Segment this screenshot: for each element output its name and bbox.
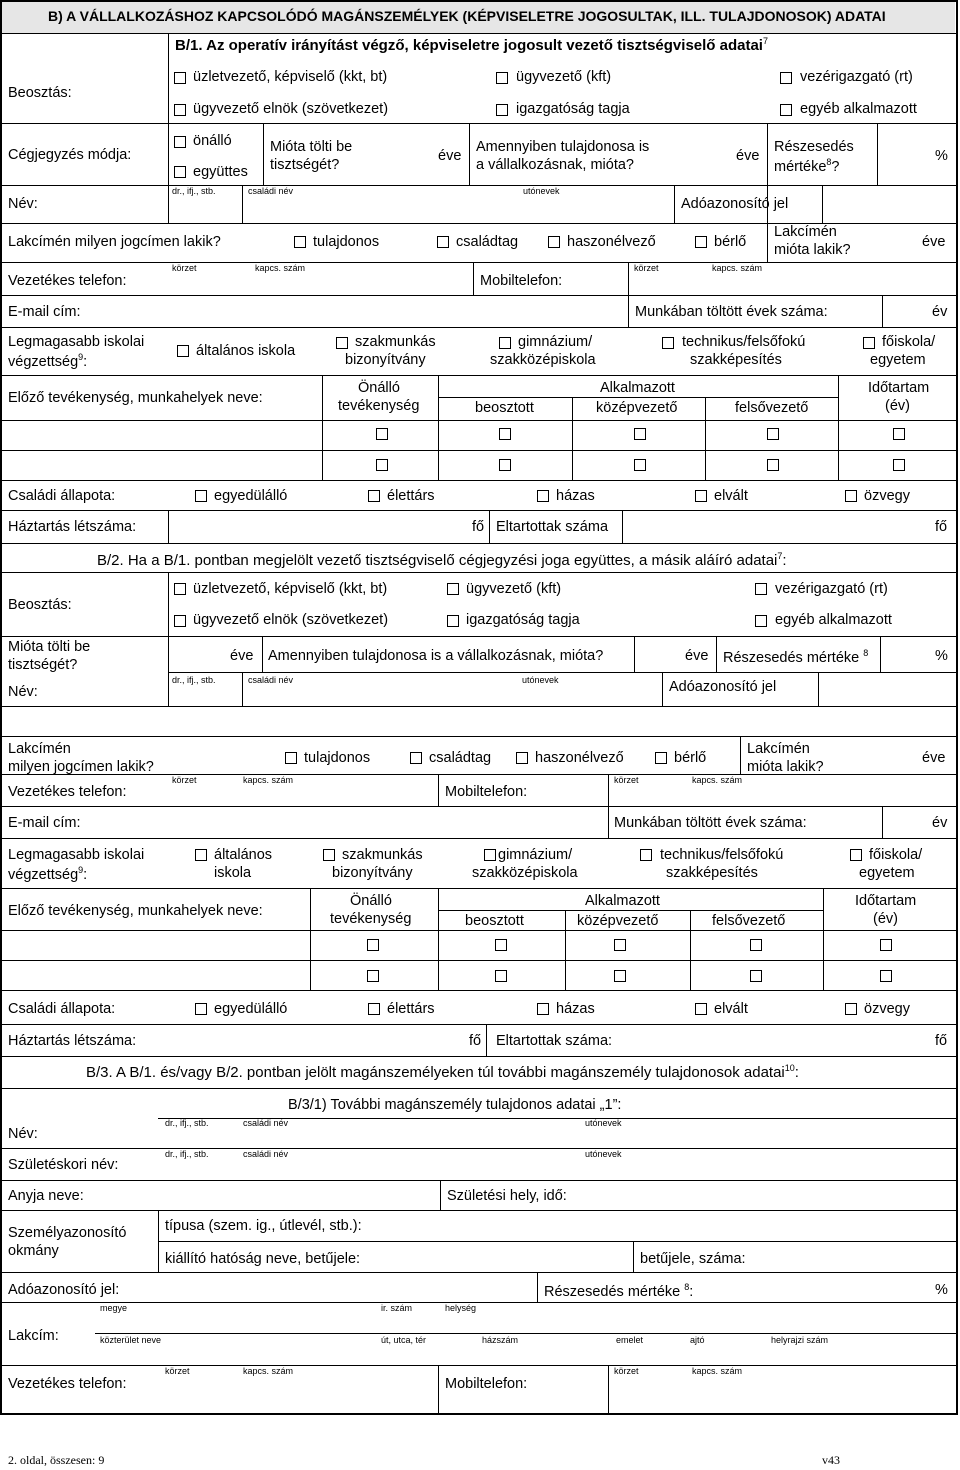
b3-hint-emelet: emelet [616, 1335, 644, 1345]
opt-ozvegy: özvegy [864, 488, 910, 504]
opt-elvalt: elvált [714, 488, 748, 504]
checkbox-ugyvezeto-elnok[interactable] [174, 104, 186, 116]
b3-label-szemelyazonosito2: okmány [8, 1243, 59, 1259]
label-eve-3: éve [922, 234, 946, 250]
b2-hint-kapcs: kapcs. szám [243, 775, 294, 785]
label-fo-2: fő [935, 519, 948, 535]
b2-opt-egyedulallo: egyedülálló [214, 1001, 288, 1017]
b2-opt-uzletvezeto: üzletvezető, képviselő (kkt, bt) [193, 581, 388, 597]
b2-opt-tulajdonos: tulajdonos [304, 750, 371, 766]
label-kozepvezeto: középvezető [596, 400, 678, 416]
b2-checkbox-elozo-2-onallo[interactable] [367, 970, 379, 982]
checkbox-altalanos[interactable] [177, 345, 189, 357]
checkbox-igazgatosag[interactable] [496, 104, 508, 116]
b2-label-legmagasabb1: Legmagasabb iskolai [8, 847, 145, 863]
checkbox-elozo-2-ido[interactable] [893, 459, 905, 471]
b1-title: B/1. Az operatív irányítást végző, képviseletre jogosult vezető tisztségviselő adatai$^7$ [175, 36, 768, 54]
b2-checkbox-foiskola[interactable] [850, 849, 862, 861]
label-alkalmazott: Alkalmazott [600, 380, 675, 396]
b3-hint-korzet: körzet [165, 1366, 190, 1376]
label-munkaban: Munkában töltött évek száma: [635, 304, 828, 320]
label-amennyiben2: a vállalkozásnak, mióta? [476, 157, 634, 173]
opt-szakmunkas2: bizonyítvány [345, 352, 426, 368]
b2-label-eve-3: éve [922, 750, 946, 766]
opt-berlo: bérlő [714, 234, 747, 250]
b3-hint-utonevek-1: utónevek [585, 1118, 622, 1128]
b2-label-eve-2: éve [685, 648, 709, 664]
b3-hint-ut: út, utca, tér [381, 1335, 427, 1345]
b3-hint-dr-2: dr., ifj., stb. [165, 1149, 209, 1159]
b2-checkbox-elozo-2-felso[interactable] [750, 970, 762, 982]
b2-opt-altalanos1: általános [214, 847, 273, 863]
b2-checkbox-elozo-2-ido[interactable] [880, 970, 892, 982]
b2-title: B/2. Ha a B/1. pontban megjelölt vezető tisztségviselő cégjegyzési joga együttes, a másik aláíró adatai$^7$: [97, 551, 787, 569]
opt-ugyvezeto-kft: ügyvezető (kft) [516, 69, 612, 85]
opt-onallo: önálló [193, 133, 232, 149]
hint-kapcs: kapcs. szám [255, 263, 306, 273]
label-haztartas: Háztartás létszáma: [8, 519, 137, 535]
checkbox-elozo-2-onallo[interactable] [376, 459, 388, 471]
b3-label-pct: % [935, 1282, 948, 1298]
opt-igazgatosag: igazgatóság tagja [516, 101, 630, 117]
b2-label-eve-1: éve [230, 648, 254, 664]
b2-checkbox-egyedulallo[interactable] [195, 1003, 207, 1015]
b2-opt-ozvegy: özvegy [864, 1001, 910, 1017]
label-eve-2: éve [736, 148, 760, 164]
b3-hint-dr-1: dr., ifj., stb. [165, 1118, 209, 1128]
b2-opt-szakmunkas1: szakmunkás [342, 847, 423, 863]
opt-vezerigazgato: vezérigazgató (rt) [800, 69, 913, 85]
label-mioata-lakik1: Lakcímén [774, 224, 837, 240]
b2-label-eltartottak: Eltartottak száma: [496, 1033, 613, 1049]
b2-label-mioa2: tisztségét? [8, 657, 78, 673]
checkbox-elozo-1-onallo[interactable] [376, 428, 388, 440]
b2-label-ado: Adóazonosító jel [669, 679, 777, 695]
b3-label-tipusa: típusa (szem. ig., útlevél, stb.): [165, 1218, 362, 1234]
b2-label-beosztas: Beosztás: [8, 597, 72, 613]
b2-label-idotartam1: Időtartam [855, 893, 917, 909]
b2-checkbox-altalanos[interactable] [195, 849, 207, 861]
b2-label-lakcimen2: milyen jogcímen lakik? [8, 759, 154, 775]
b2-checkbox-elozo-2-beosztott[interactable] [495, 970, 507, 982]
checkbox-elozo-1-ido[interactable] [893, 428, 905, 440]
b2-hint-kapcs-mob: kapcs. szám [692, 775, 743, 785]
b2-opt-foiskola1: főiskola/ [869, 847, 923, 863]
b2-checkbox-ozvegy[interactable] [845, 1003, 857, 1015]
checkbox-csaladtag[interactable] [437, 236, 449, 248]
opt-ugyvezeto-elnok: ügyvezető elnök (szövetkezet) [193, 101, 389, 117]
label-felsovezeto: felsővezető [735, 400, 809, 416]
b2-opt-gimnazium1: gimnázium/ [498, 847, 573, 863]
footer-page: 2. oldal, összesen: 9 [8, 1453, 105, 1467]
b2-opt-vezerigazgato: vezérigazgató (rt) [775, 581, 888, 597]
b2-opt-elettars: élettárs [387, 1001, 435, 1017]
b3-hint-hazszam: házszám [482, 1335, 519, 1345]
b3-hint-csaladi-2: családi név [243, 1149, 289, 1159]
b2-opt-technikus2: szakképesítés [666, 865, 758, 881]
b3-label-vezetekes: Vezetékes telefon: [8, 1376, 127, 1392]
opt-technikus1: technikus/felsőfokú [682, 334, 806, 350]
b2-checkbox-uzletvezeto[interactable] [174, 583, 186, 595]
b2-label-munkaban: Munkában töltött évek száma: [614, 815, 807, 831]
b2-label-email: E-mail cím: [8, 815, 81, 831]
b3-hint-kapcs: kapcs. szám [243, 1366, 294, 1376]
b3-label-szemelyazonosito1: Személyazonosító [8, 1225, 127, 1241]
hint-kapcs-mob: kapcs. szám [712, 263, 763, 273]
b2-opt-egyeb: egyéb alkalmazott [775, 612, 892, 628]
label-amennyiben1: Amennyiben tulajdonosa is [476, 139, 650, 155]
label-csaladi-allapot: Családi állapota: [8, 488, 116, 504]
checkbox-onallo[interactable] [174, 136, 186, 148]
opt-elettars: élettárs [387, 488, 435, 504]
b2-label-elozo: Előző tevékenység, munkahelyek neve: [8, 903, 263, 919]
b2-label-csaladi-allapot: Családi állapota: [8, 1001, 116, 1017]
opt-technikus2: szakképesítés [690, 352, 782, 368]
b2-checkbox-elettars[interactable] [368, 1003, 380, 1015]
label-beosztott: beosztott [475, 400, 534, 416]
b3-label-nev: Név: [8, 1126, 38, 1142]
label-ev-1: év [932, 304, 948, 320]
b3-hint-kozterulet: közterület neve [100, 1335, 162, 1345]
checkbox-elozo-2-beosztott[interactable] [499, 459, 511, 471]
label-onallo-tev2: tevékenység [338, 398, 420, 414]
opt-uzletvezeto: üzletvezető, képviselő (kkt, bt) [193, 69, 388, 85]
label-mobil: Mobiltelefon: [480, 273, 563, 289]
b2-label-amennyiben: Amennyiben tulajdonosa is a vállalkozásnak, mióta? [268, 648, 604, 664]
b2-hint-csaladi: családi név [248, 675, 294, 685]
b3-hint-csaladi-1: családi név [243, 1118, 289, 1128]
checkbox-uzletvezeto[interactable] [174, 72, 186, 84]
label-reszesedes1: Részesedés [774, 139, 854, 155]
b3-label-mobil: Mobiltelefon: [445, 1376, 528, 1392]
b3-hint-korzet-mob: körzet [614, 1366, 639, 1376]
checkbox-hazas[interactable] [537, 490, 549, 502]
b3-hint-kapcs-mob: kapcs. szám [692, 1366, 743, 1376]
opt-foiskola1: főiskola/ [882, 334, 936, 350]
b2-opt-technikus1: technikus/felsőfokú [660, 847, 784, 863]
label-vezetekes: Vezetékes telefon: [8, 273, 127, 289]
b3-label-szuleteskori: Születéskori név: [8, 1157, 119, 1173]
section-title: B) A VÁLLALKOZÁSHOZ KAPCSOLÓDÓ MAGÁNSZEMÉLYEK (KÉPVISELETRE JOGOSULTAK, ILL. TULAJDONOSOK) ADATAI [48, 8, 886, 24]
b3-hint-ajto: ajtó [690, 1335, 705, 1345]
opt-egyuttes: együttes [193, 164, 248, 180]
b2-label-mioata-lakik1: Lakcímén [747, 741, 810, 757]
checkbox-haszonelvezo[interactable] [548, 236, 560, 248]
b2-label-haztartas: Háztartás létszáma: [8, 1033, 137, 1049]
b2-checkbox-elozo-1-felso[interactable] [750, 939, 762, 951]
b2-checkbox-elvalt[interactable] [695, 1003, 707, 1015]
b3-title: B/3. A B/1. és/vagy B/2. pontban jelölt magánszemélyeken túl további magánszemély tulajdonosok adatai$^{10}$: [86, 1063, 799, 1081]
b2-label-nev: Név: [8, 684, 38, 700]
checkbox-elvalt[interactable] [695, 490, 707, 502]
b3-label-szuletesi: Születési hely, idő: [447, 1188, 567, 1204]
b2-opt-csaladtag: családtag [429, 750, 492, 766]
b3-label-betujele: betűjele, száma: [640, 1251, 746, 1267]
b3-hint-helyrajzi: helyrajzi szám [771, 1335, 829, 1345]
label-reszesedes2: mértéke$^8$? [774, 157, 840, 175]
label-mioa1: Mióta tölti be [270, 139, 353, 155]
b2-label-mobil: Mobiltelefon: [445, 784, 528, 800]
b3-label-anyja: Anyja neve: [8, 1188, 84, 1204]
b3-label-kiallito: kiállító hatóság neve, betűjele: [165, 1251, 361, 1267]
label-email: E-mail cím: [8, 304, 81, 320]
opt-foiskola2: egyetem [870, 352, 926, 368]
label-eltartottak: Eltartottak száma [496, 519, 609, 535]
label-pct-1: % [935, 148, 948, 164]
footer-version: v43 [822, 1453, 840, 1467]
checkbox-elozo-1-kozep[interactable] [634, 428, 646, 440]
b3-label-lakcim: Lakcím: [8, 1328, 59, 1344]
b2-checkbox-elozo-2-kozep[interactable] [614, 970, 626, 982]
b2-checkbox-elozo-1-kozep[interactable] [614, 939, 626, 951]
b2-checkbox-technikus[interactable] [640, 849, 652, 861]
b2-label-lakcimen1: Lakcímén [8, 741, 71, 757]
checkbox-berlo[interactable] [695, 236, 707, 248]
label-idotartam2: (év) [885, 398, 910, 414]
label-beosztas: Beosztás: [8, 85, 72, 101]
b2-label-beosztott: beosztott [465, 913, 524, 929]
checkbox-technikus[interactable] [662, 337, 674, 349]
b2-checkbox-ugyvezeto-kft[interactable] [447, 583, 459, 595]
b2-checkbox-igazgatosag[interactable] [447, 615, 459, 627]
hint-dr: dr., ifj., stb. [172, 186, 216, 196]
b2-opt-hazas: házas [556, 1001, 595, 1017]
b2-checkbox-csaladtag[interactable] [410, 752, 422, 764]
b3-label-reszesedes: Részesedés mértéke $^8$: [544, 1282, 694, 1300]
checkbox-elozo-1-beosztott[interactable] [499, 428, 511, 440]
opt-egyedulallo: egyedülálló [214, 488, 288, 504]
b2-checkbox-gimnazium[interactable] [484, 849, 496, 861]
label-mioa2: tisztségét? [270, 157, 340, 173]
opt-gimnazium1: gimnázium/ [518, 334, 593, 350]
b2-checkbox-elozo-1-ido[interactable] [880, 939, 892, 951]
b3-label-adoazon: Adóazonosító jel: [8, 1282, 120, 1298]
label-fo-1: fő [472, 519, 485, 535]
b3-hint-irszam: ir. szám [381, 1303, 413, 1313]
hint-utonevek: utónevek [523, 186, 560, 196]
checkbox-vezerigazgato[interactable] [780, 72, 792, 84]
b2-hint-dr: dr., ifj., stb. [172, 675, 216, 685]
checkbox-elozo-1-felso[interactable] [767, 428, 779, 440]
b2-label-pct: % [935, 648, 948, 664]
b2-label-onallo-tev1: Önálló [350, 893, 392, 909]
b2-label-reszesedes: Részesedés mértéke $^8$ [723, 648, 869, 666]
checkbox-elozo-2-felso[interactable] [767, 459, 779, 471]
b2-label-vezetekes: Vezetékes telefon: [8, 784, 127, 800]
b2-label-felsovezeto: felsővezető [712, 913, 786, 929]
b2-opt-igazgatosag: igazgatóság tagja [466, 612, 580, 628]
b2-hint-korzet-mob: körzet [614, 775, 639, 785]
checkbox-foiskola[interactable] [863, 337, 875, 349]
label-idotartam1: Időtartam [868, 380, 930, 396]
b3-hint-helyseg: helység [445, 1303, 477, 1313]
b2-checkbox-elozo-1-onallo[interactable] [367, 939, 379, 951]
b2-label-onallo-tev2: tevékenység [330, 911, 412, 927]
label-mioata-lakik2: mióta lakik? [774, 242, 851, 258]
opt-csaladtag: családtag [456, 234, 519, 250]
b2-checkbox-ugyvezeto-elnok[interactable] [174, 615, 186, 627]
b2-opt-haszonelvezo: haszonélvező [535, 750, 624, 766]
opt-haszonelvezo: haszonélvező [567, 234, 656, 250]
opt-szakmunkas1: szakmunkás [355, 334, 436, 350]
b2-checkbox-haszonelvezo[interactable] [516, 752, 528, 764]
b2-opt-ugyvezeto-elnok: ügyvezető elnök (szövetkezet) [193, 612, 389, 628]
checkbox-ozvegy[interactable] [845, 490, 857, 502]
b2-opt-gimnazium2: szakközépiskola [472, 865, 578, 881]
b2-opt-foiskola2: egyetem [859, 865, 915, 881]
label-eve-1: éve [438, 148, 462, 164]
checkbox-egyuttes[interactable] [174, 166, 186, 178]
b2-checkbox-berlo[interactable] [655, 752, 667, 764]
b2-opt-ugyvezeto-kft: ügyvezető (kft) [466, 581, 562, 597]
b2-label-ev: év [932, 815, 948, 831]
b2-opt-szakmunkas2: bizonyítvány [332, 865, 413, 881]
b2-checkbox-szakmunkas[interactable] [323, 849, 335, 861]
b2-label-fo-2: fő [935, 1033, 948, 1049]
b2-checkbox-vezerigazgato[interactable] [755, 583, 767, 595]
checkbox-elozo-2-kozep[interactable] [634, 459, 646, 471]
label-lakcimen-jog: Lakcímén milyen jogcímen lakik? [8, 234, 221, 250]
checkbox-tulajdonos[interactable] [294, 236, 306, 248]
b2-label-mioata-lakik2: mióta lakik? [747, 759, 824, 775]
label-elozo: Előző tevékenység, munkahelyek neve: [8, 390, 263, 406]
checkbox-gimnazium[interactable] [499, 337, 511, 349]
b2-checkbox-tulajdonos[interactable] [285, 752, 297, 764]
label-nev: Név: [8, 196, 38, 212]
opt-egyeb: egyéb alkalmazott [800, 101, 917, 117]
b2-label-mioa1: Mióta tölti be [8, 639, 91, 655]
hint-csaladi: családi név [248, 186, 294, 196]
b2-checkbox-egyeb[interactable] [755, 615, 767, 627]
b2-label-idotartam2: (év) [873, 911, 898, 927]
hint-korzet: körzet [172, 263, 197, 273]
opt-altalanos: általános iskola [196, 343, 296, 359]
b2-label-legmagasabb2: végzettség$^9$: [8, 865, 88, 883]
b2-hint-korzet: körzet [172, 775, 197, 785]
opt-tulajdonos: tulajdonos [313, 234, 380, 250]
label-cegjegyzes: Cégjegyzés módja: [8, 147, 132, 163]
b3-hint-megye: megye [100, 1303, 128, 1313]
checkbox-ugyvezeto-kft[interactable] [496, 72, 508, 84]
b2-opt-altalanos2: iskola [214, 865, 252, 881]
opt-gimnazium2: szakközépiskola [490, 352, 596, 368]
hint-korzet-mob: körzet [634, 263, 659, 273]
b2-label-fo-1: fő [469, 1033, 482, 1049]
b3-subtitle: B/3/1) További magánszemély tulajdonos adatai „1”: [288, 1097, 622, 1113]
b2-hint-utonevek: utónevek [522, 675, 559, 685]
label-legmagasabb1: Legmagasabb iskolai [8, 334, 145, 350]
checkbox-egyeb[interactable] [780, 104, 792, 116]
checkbox-elettars[interactable] [368, 490, 380, 502]
b2-label-kozepvezeto: középvezető [577, 913, 659, 929]
checkbox-szakmunkas[interactable] [336, 337, 348, 349]
b2-checkbox-elozo-1-beosztott[interactable] [495, 939, 507, 951]
b2-opt-elvalt: elvált [714, 1001, 748, 1017]
label-ado: Adóazonosító jel [681, 196, 789, 212]
b2-opt-berlo: bérlő [674, 750, 707, 766]
b3-hint-utonevek-2: utónevek [585, 1149, 622, 1159]
checkbox-egyedulallo[interactable] [195, 490, 207, 502]
label-onallo-tev1: Önálló [358, 380, 400, 396]
b2-checkbox-hazas[interactable] [537, 1003, 549, 1015]
label-legmagasabb2: végzettség$^9$: [8, 352, 88, 370]
b2-label-alkalmazott: Alkalmazott [585, 893, 660, 909]
opt-hazas: házas [556, 488, 595, 504]
